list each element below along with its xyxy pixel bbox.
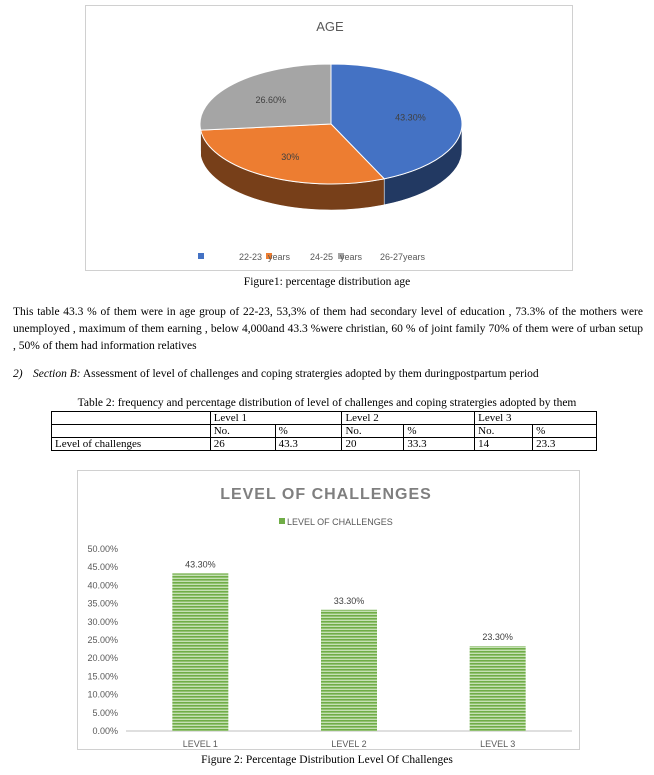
bar-data-label: 23.30% xyxy=(482,632,513,643)
table-empty-subheader xyxy=(52,425,211,438)
table-subheader: No. xyxy=(342,425,404,438)
y-tick-label: 35.00% xyxy=(87,598,118,609)
pie-data-label: 30% xyxy=(281,152,300,163)
y-tick-label: 50.00% xyxy=(87,544,118,554)
y-tick-label: 25.00% xyxy=(87,635,118,645)
bar-level-1 xyxy=(172,573,228,731)
table2-caption: Table 2: frequency and percentage distribution of level of challenges and coping stratergies adopted by them xyxy=(77,397,577,409)
figure2-caption: Figure 2: Percentage Distribution Level Of Challenges xyxy=(201,754,453,766)
table-level-header: Level 2 xyxy=(342,412,475,425)
y-tick-label: 20.00% xyxy=(87,653,118,664)
legend-label: LEVEL OF CHALLENGES xyxy=(287,517,393,527)
challenges-bar-chart xyxy=(77,470,580,750)
table-level-header: Level 1 xyxy=(210,412,342,425)
legend-swatch xyxy=(279,518,285,524)
challenges-bar-svg xyxy=(78,471,581,751)
table-cell: 26 xyxy=(210,438,275,451)
pie-data-label: 43.30% xyxy=(395,112,426,123)
legend-label: 26-27years xyxy=(380,252,426,262)
table-subheader-row xyxy=(52,425,597,438)
table-cell: 33.3 xyxy=(404,438,475,451)
table-empty-header xyxy=(52,412,211,425)
bar-level-3 xyxy=(470,646,526,731)
table-row-label: Level of challenges xyxy=(52,438,211,451)
section-text: Assessment of level of challenges and coping stratergies adopted by them duringpostpartum period xyxy=(80,368,539,380)
legend-swatch xyxy=(198,253,204,259)
y-tick-label: 45.00% xyxy=(87,562,118,573)
bar-level-2 xyxy=(321,610,377,731)
age-pie-svg xyxy=(86,6,574,272)
section-heading xyxy=(13,368,643,380)
legend-label: 24-25 xyxy=(310,252,334,262)
table-subheader: % xyxy=(404,425,475,438)
x-tick-label: LEVEL 3 xyxy=(480,739,516,749)
y-tick-label: 40.00% xyxy=(87,580,118,591)
y-tick-label: 0.00% xyxy=(92,726,118,736)
table-subheader: % xyxy=(533,425,597,438)
table-subheader: No. xyxy=(210,425,275,438)
section-label: Section B: xyxy=(33,368,81,380)
bar-data-label: 33.30% xyxy=(333,595,365,606)
x-tick-label: LEVEL 1 xyxy=(182,739,218,749)
y-tick-label: 30.00% xyxy=(87,616,118,627)
pie-data-label: 26.60% xyxy=(255,95,286,106)
bar-data-label: 43.30% xyxy=(185,559,216,570)
legend-label: years xyxy=(340,252,363,262)
table-level-header: Level 3 xyxy=(475,412,597,425)
y-tick-label: 15.00% xyxy=(87,671,118,682)
challenges-table xyxy=(51,411,597,451)
figure1-caption: Figure1: percentage distribution age xyxy=(243,276,411,288)
table-cell: 43.3 xyxy=(275,438,342,451)
pie-title: AGE xyxy=(316,19,344,34)
body-paragraph: This table 43.3 % of them were in age group of 22-23, 53,3% of them had secondary level of education , 73.3% of the mothers were unemployed , maximum of them earning , below 4,000and 43.3 %were christian, 60 % of joint family 70% of them were of urban setup , 50% of them had information relatives xyxy=(13,306,643,352)
table-row xyxy=(52,438,597,451)
bar-chart-title: LEVEL OF CHALLENGES xyxy=(220,486,432,503)
table-subheader: No. xyxy=(475,425,533,438)
table-cell: 14 xyxy=(475,438,533,451)
table-cell: 20 xyxy=(342,438,404,451)
table-subheader: % xyxy=(275,425,342,438)
table-header-row xyxy=(52,412,597,425)
legend-label: years xyxy=(268,252,291,262)
y-tick-label: 10.00% xyxy=(87,689,118,700)
section-number: 2) xyxy=(13,368,23,380)
y-tick-label: 5.00% xyxy=(92,707,118,718)
x-tick-label: LEVEL 2 xyxy=(331,739,367,749)
age-pie-chart xyxy=(85,5,573,271)
table-cell: 23.3 xyxy=(533,438,597,451)
legend-label: 22-23 xyxy=(239,252,263,262)
